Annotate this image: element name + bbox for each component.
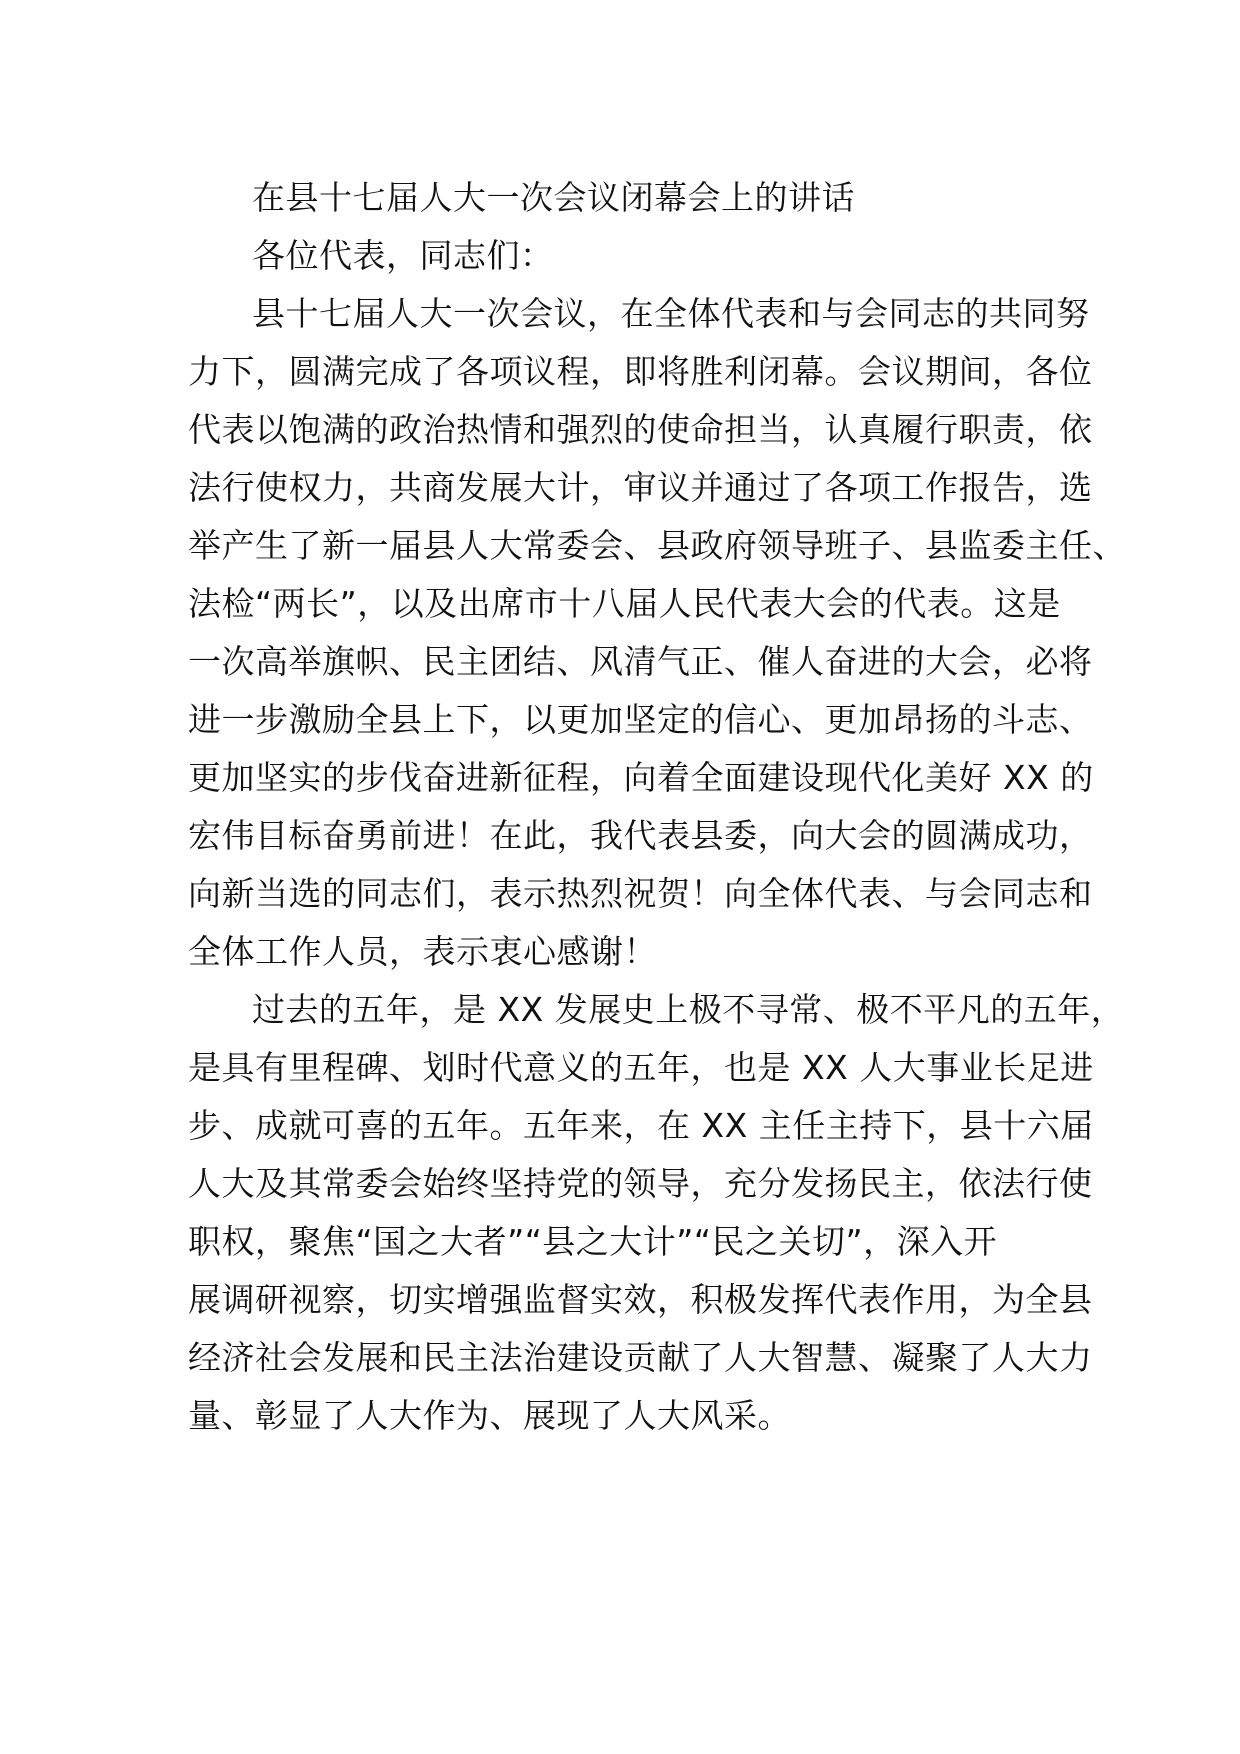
paragraph-line: 宏伟目标奋勇前进！在此，我代表县委，向大会的圆满成功， [188, 816, 1093, 855]
paragraph-line: 一次高举旗帜、民主团结、风清气正、催人奋进的大会，必将 [188, 642, 1093, 681]
paragraph-line: 县十七届人大一次会议，在全体代表和与会同志的共同努 [252, 294, 1090, 333]
paragraph-line: 是具有里程碑、划时代意义的五年，也是 XX 人大事业长足进 [188, 1048, 1094, 1087]
paragraph-line: 向新当选的同志们，表示热烈祝贺！向全体代表、与会同志和 [188, 874, 1093, 913]
paragraph-line: 量、彰显了人大作为、展现了人大风采。 [188, 1396, 791, 1435]
paragraph-line: 展调研视察，切实增强监督实效，积极发挥代表作用，为全县 [188, 1280, 1093, 1319]
paragraph-line: 进一步激励全县上下，以更加坚定的信心、更加昂扬的斗志、 [188, 700, 1093, 739]
document-title: 在县十七届人大一次会议闭幕会上的讲话 [252, 178, 855, 217]
paragraph-line: 全体工作人员，表示衷心感谢！ [188, 932, 657, 971]
paragraph-line: 更加坚实的步伐奋进新征程，向着全面建设现代化美好 XX 的 [188, 758, 1094, 797]
paragraph-line: 过去的五年，是 XX 发展史上极不寻常、极不平凡的五年， [252, 990, 1125, 1029]
paragraph-line: 经济社会发展和民主法治建设贡献了人大智慧、凝聚了人大力 [188, 1338, 1093, 1377]
paragraph-line: 法检“两长”，以及出席市十八届人民代表大会的代表。这是 [188, 584, 1061, 623]
paragraph-line: 力下，圆满完成了各项议程，即将胜利闭幕。会议期间，各位 [188, 352, 1093, 391]
paragraph-line: 步、成就可喜的五年。五年来，在 XX 主任主持下，县十六届 [188, 1106, 1094, 1145]
paragraph-line: 举产生了新一届县人大常委会、县政府领导班子、县监委主任、 [188, 526, 1126, 565]
paragraph-line: 职权，聚焦“国之大者”“县之大计”“民之关切”，深入开 [188, 1222, 998, 1261]
paragraph-line: 人大及其常委会始终坚持党的领导，充分发扬民主，依法行使 [188, 1164, 1093, 1203]
paragraph-line: 代表以饱满的政治热情和强烈的使命担当，认真履行职责，依 [188, 410, 1093, 449]
paragraph-line: 法行使权力，共商发展大计，审议并通过了各项工作报告，选 [188, 468, 1093, 507]
salutation: 各位代表，同志们： [252, 236, 554, 275]
